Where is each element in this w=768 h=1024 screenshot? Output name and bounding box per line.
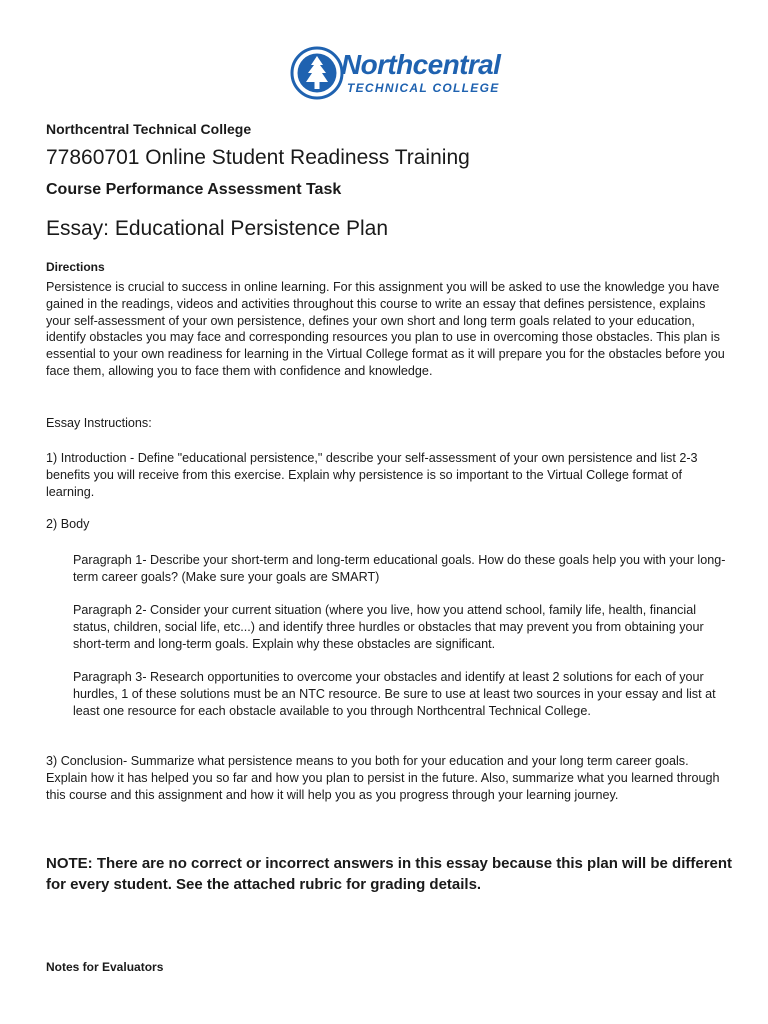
directions-heading: Directions	[46, 260, 105, 274]
logo-wordmark: Northcentral	[341, 49, 501, 80]
college-logo	[290, 44, 501, 104]
body-heading: 2) Body	[46, 517, 90, 531]
introduction-instruction: 1) Introduction - Define "educational persistence," describe your self-assessment of your own persistence and list 2-3 benefits you will receive from this exercise. Explain why persistence is so important to the Virtual College format of learning.	[46, 451, 698, 499]
task-type-heading: Course Performance Assessment Task	[46, 181, 342, 198]
directions-body: Persistence is crucial to success in online learning. For this assignment you will be asked to use the knowledge you have gained in the readings, videos and activities throughout this course to write an essay that defines persistence, explains your self-assessment of your own persistence, defines your own short and long term goals related to your education, identify obstacles you may face and corresponding resources you plan to use in overcoming those obstacles. This plan is essential to your own readiness for learning in the Virtual College format as it will prepare you for the obstacles before you face them, allowing you to face them with confidence and knowledge.	[46, 280, 725, 378]
paragraph-1-instruction: Paragraph 1- Describe your short-term and long-term educational goals. How do these goals help you with your long-term career goals? (Make sure your goals are SMART)	[73, 553, 726, 584]
paragraph-2-instruction: Paragraph 2- Consider your current situation (where you live, how you attend school, family life, health, financial status, children, social life, etc...) and identify three hurdles or obstacles that may prevent you from obtaining your short-term and long-term goals. Explain why these obstacles are significant.	[73, 603, 704, 651]
paragraph-3-instruction: Paragraph 3- Research opportunities to overcome your obstacles and identify at least 2 solutions for each of your hurdles, 1 of these solutions must be an NTC resource. Be sure to use at least two sources in your essay and list at least one resource for each obstacle available to you through Northcentral Technical College.	[73, 670, 716, 718]
pine-tree-seal-icon	[290, 46, 344, 100]
logo-subtitle: TECHNICAL COLLEGE	[347, 81, 500, 95]
essay-title: Essay: Educational Persistence Plan	[46, 217, 389, 240]
grading-note: NOTE: There are no correct or incorrect answers in this essay because this plan will be different for every student. See the attached rubric for grading details.	[46, 855, 733, 893]
evaluators-heading: Notes for Evaluators	[46, 960, 164, 974]
course-title: 77860701 Online Student Readiness Training	[46, 146, 470, 169]
essay-instructions-heading: Essay Instructions:	[46, 416, 152, 430]
conclusion-instruction: 3) Conclusion- Summarize what persistence means to you both for your education and your long term career goals. Explain how it has helped you so far and how you plan to persist in the future. Also, summarize what you learned through this course and this assignment and how it will help you as you progress through your learning journey.	[46, 754, 720, 802]
college-name: Northcentral Technical College	[46, 121, 252, 137]
